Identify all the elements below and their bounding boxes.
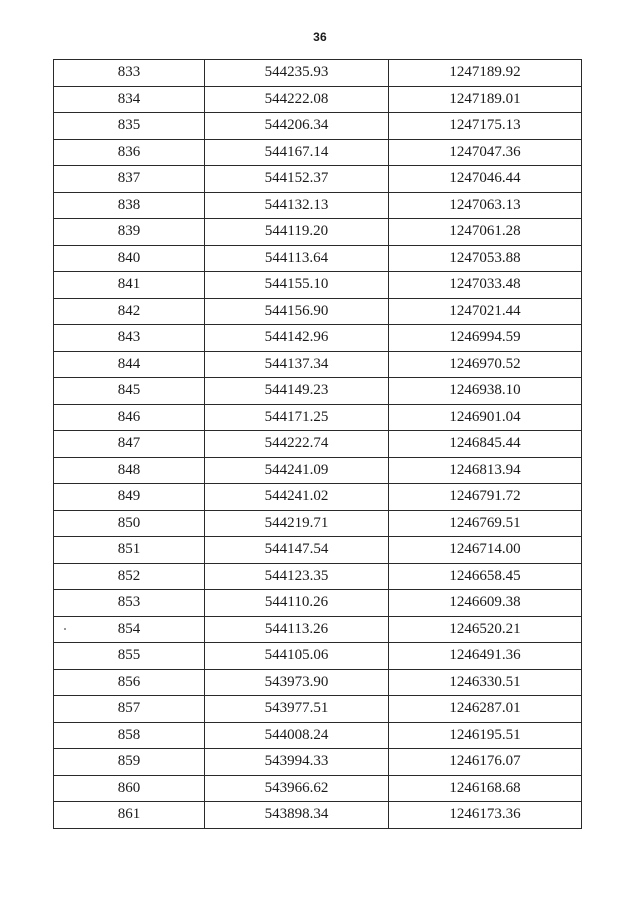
table-row [54,537,582,564]
y-coordinate-cell: 1246845.44 [389,431,582,458]
x-coordinate-cell: 544149.23 [205,378,389,405]
table-row [54,616,582,643]
table-row [54,431,582,458]
y-coordinate-cell: 1246938.10 [389,378,582,405]
page-number: 36 [313,30,327,44]
point-number-cell: 856 [54,669,205,696]
y-coordinate-cell: 1246658.45 [389,563,582,590]
x-coordinate-cell: 544119.20 [205,219,389,246]
x-coordinate-cell: 543977.51 [205,696,389,723]
point-number-cell: 861 [54,802,205,829]
x-coordinate-cell: 544137.34 [205,351,389,378]
y-coordinate-cell: 1246813.94 [389,457,582,484]
x-coordinate-cell: 544241.02 [205,484,389,511]
table-row [54,484,582,511]
point-number-cell: 850 [54,510,205,537]
point-number-cell: 855 [54,643,205,670]
table-row [54,60,582,87]
point-number-cell: 859 [54,749,205,776]
table-row [54,378,582,405]
table-row [54,272,582,299]
point-number-cell: 843 [54,325,205,352]
y-coordinate-cell: 1246168.68 [389,775,582,802]
point-number-cell: 839 [54,219,205,246]
table-row [54,325,582,352]
y-coordinate-cell: 1247021.44 [389,298,582,325]
y-coordinate-cell: 1247189.01 [389,86,582,113]
table-row [54,643,582,670]
y-coordinate-cell: 1246176.07 [389,749,582,776]
y-coordinate-cell: 1246714.00 [389,537,582,564]
x-coordinate-cell: 544222.74 [205,431,389,458]
point-number-cell: 833 [54,60,205,87]
table-row [54,696,582,723]
table-row [54,775,582,802]
coordinates-table-body [54,60,582,829]
point-number-cell: 834 [54,86,205,113]
y-coordinate-cell: 1247053.88 [389,245,582,272]
point-number-cell: 860 [54,775,205,802]
x-coordinate-cell: 544152.37 [205,166,389,193]
x-coordinate-cell: 543898.34 [205,802,389,829]
y-coordinate-cell: 1246901.04 [389,404,582,431]
y-coordinate-cell: 1247033.48 [389,272,582,299]
x-coordinate-cell: 543973.90 [205,669,389,696]
y-coordinate-cell: 1246491.36 [389,643,582,670]
table-row [54,457,582,484]
x-coordinate-cell: 544222.08 [205,86,389,113]
y-coordinate-cell: 1246520.21 [389,616,582,643]
point-number-cell: 848 [54,457,205,484]
x-coordinate-cell: 544147.54 [205,537,389,564]
point-number-cell: 847 [54,431,205,458]
table-row [54,166,582,193]
table-row [54,219,582,246]
y-coordinate-cell: 1246769.51 [389,510,582,537]
point-number-cell: 857 [54,696,205,723]
point-number-cell: 851 [54,537,205,564]
x-coordinate-cell: 544156.90 [205,298,389,325]
y-coordinate-cell: 1247061.28 [389,219,582,246]
point-number-cell: 858 [54,722,205,749]
x-coordinate-cell: 544132.13 [205,192,389,219]
y-coordinate-cell: 1247175.13 [389,113,582,140]
y-coordinate-cell: 1246994.59 [389,325,582,352]
x-coordinate-cell: 544110.26 [205,590,389,617]
x-coordinate-cell: 544241.09 [205,457,389,484]
x-coordinate-cell: 544171.25 [205,404,389,431]
y-coordinate-cell: 1246330.51 [389,669,582,696]
x-coordinate-cell: 544113.26 [205,616,389,643]
table-row [54,245,582,272]
table-row [54,86,582,113]
y-coordinate-cell: 1247047.36 [389,139,582,166]
table-row [54,351,582,378]
point-number-cell: 846 [54,404,205,431]
y-coordinate-cell: 1247046.44 [389,166,582,193]
point-number-cell: 841 [54,272,205,299]
table-row [54,749,582,776]
x-coordinate-cell: 544219.71 [205,510,389,537]
point-number-cell: 836 [54,139,205,166]
scan-speck [64,628,66,630]
point-number-cell: 844 [54,351,205,378]
x-coordinate-cell: 544113.64 [205,245,389,272]
y-coordinate-cell: 1247063.13 [389,192,582,219]
y-coordinate-cell: 1246609.38 [389,590,582,617]
table-row [54,404,582,431]
point-number-cell: 849 [54,484,205,511]
table-row [54,590,582,617]
table-row [54,298,582,325]
x-coordinate-cell: 544206.34 [205,113,389,140]
table-row [54,563,582,590]
point-number-cell: 838 [54,192,205,219]
x-coordinate-cell: 544105.06 [205,643,389,670]
x-coordinate-cell: 544123.35 [205,563,389,590]
table-row [54,722,582,749]
table-row [54,510,582,537]
table-row [54,669,582,696]
table-row [54,192,582,219]
y-coordinate-cell: 1246195.51 [389,722,582,749]
point-number-cell: 853 [54,590,205,617]
point-number-cell: 842 [54,298,205,325]
table-row [54,802,582,829]
y-coordinate-cell: 1247189.92 [389,60,582,87]
table-row [54,113,582,140]
point-number-cell: 845 [54,378,205,405]
y-coordinate-cell: 1246791.72 [389,484,582,511]
table-row [54,139,582,166]
x-coordinate-cell: 544008.24 [205,722,389,749]
x-coordinate-cell: 544167.14 [205,139,389,166]
point-number-cell: 837 [54,166,205,193]
x-coordinate-cell: 544142.96 [205,325,389,352]
x-coordinate-cell: 543994.33 [205,749,389,776]
point-number-cell: 835 [54,113,205,140]
point-number-cell: 840 [54,245,205,272]
y-coordinate-cell: 1246173.36 [389,802,582,829]
point-number-cell: 854 [54,616,205,643]
y-coordinate-cell: 1246287.01 [389,696,582,723]
y-coordinate-cell: 1246970.52 [389,351,582,378]
x-coordinate-cell: 543966.62 [205,775,389,802]
x-coordinate-cell: 544235.93 [205,60,389,87]
coordinates-table [53,59,582,829]
x-coordinate-cell: 544155.10 [205,272,389,299]
point-number-cell: 852 [54,563,205,590]
